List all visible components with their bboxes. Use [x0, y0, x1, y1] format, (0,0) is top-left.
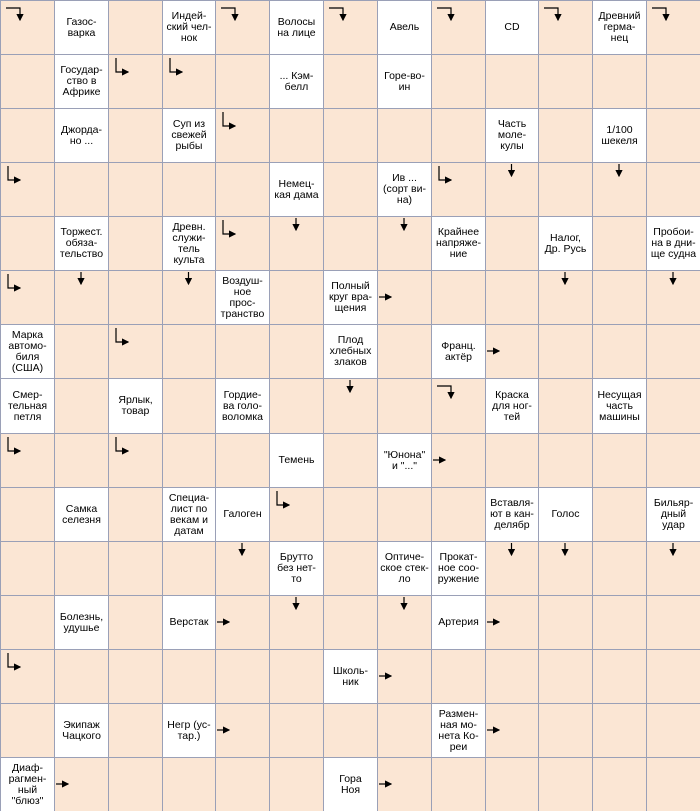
answer-cell[interactable] [270, 704, 323, 757]
clue-cell: Болезнь, удушье [55, 596, 108, 649]
answer-cell[interactable] [216, 704, 269, 757]
answer-cell[interactable] [216, 434, 269, 487]
answer-cell[interactable] [647, 379, 700, 433]
answer-cell[interactable] [270, 650, 323, 703]
answer-cell[interactable] [1, 163, 54, 216]
answer-cell[interactable] [486, 434, 538, 487]
answer-cell[interactable] [647, 163, 700, 216]
answer-cell[interactable] [647, 271, 700, 324]
answer-cell[interactable] [55, 163, 108, 216]
answer-cell[interactable] [324, 217, 377, 270]
clue-cell: Оптиче- ское стек- ло [378, 542, 431, 595]
answer-cell[interactable] [378, 271, 431, 324]
answer-cell[interactable] [109, 542, 162, 595]
clue-cell: Краска для ног- тей [486, 379, 538, 433]
answer-cell[interactable] [539, 163, 592, 216]
clue-cell: Пробои- на в дни- ще судна [647, 217, 700, 270]
clue-cell: Авель [378, 1, 431, 54]
answer-cell[interactable] [163, 379, 215, 433]
answer-cell[interactable] [109, 704, 162, 757]
clue-cell: Плод хлебных злаков [324, 325, 377, 378]
answer-cell[interactable] [1, 434, 54, 487]
answer-cell[interactable] [216, 650, 269, 703]
answer-cell[interactable] [378, 325, 431, 378]
answer-cell[interactable] [486, 758, 538, 811]
answer-cell[interactable] [539, 596, 592, 649]
answer-cell[interactable] [324, 434, 377, 487]
clue-cell: 1/100 шекеля [593, 109, 646, 162]
answer-cell[interactable] [324, 163, 377, 216]
clue-cell: Размен- ная мо- нета Ко- реи [432, 704, 485, 757]
answer-cell[interactable] [647, 704, 700, 757]
answer-cell[interactable] [378, 217, 431, 270]
clue-cell: Экипаж Чацкого [55, 704, 108, 757]
clue-cell: Смер- тельная петля [1, 379, 54, 433]
answer-cell[interactable] [486, 163, 538, 216]
answer-cell[interactable] [593, 704, 646, 757]
answer-cell[interactable] [324, 1, 377, 54]
clue-cell: Ив ... (сорт ви- на) [378, 163, 431, 216]
answer-cell[interactable] [55, 325, 108, 378]
answer-cell[interactable] [539, 704, 592, 757]
answer-cell[interactable] [55, 758, 108, 811]
answer-cell[interactable] [647, 650, 700, 703]
answer-cell[interactable] [647, 1, 700, 54]
clue-cell: Немец- кая дама [270, 163, 323, 216]
answer-cell[interactable] [539, 379, 592, 433]
clue-cell: Налог, Др. Русь [539, 217, 592, 270]
clue-cell: Ярлык, товар [109, 379, 162, 433]
answer-cell[interactable] [1, 271, 54, 324]
answer-cell[interactable] [216, 217, 269, 270]
answer-cell[interactable] [432, 55, 485, 108]
answer-cell[interactable] [109, 109, 162, 162]
clue-cell: Торжест. обяза- тельство [55, 217, 108, 270]
clue-cell: Темень [270, 434, 323, 487]
answer-cell[interactable] [432, 271, 485, 324]
answer-cell[interactable] [593, 542, 646, 595]
answer-cell[interactable] [109, 163, 162, 216]
answer-cell[interactable] [1, 1, 54, 54]
clue-cell: Негр (ус- тар.) [163, 704, 215, 757]
clue-cell: Верстак [163, 596, 215, 649]
answer-cell[interactable] [270, 325, 323, 378]
answer-cell[interactable] [432, 434, 485, 487]
answer-cell[interactable] [55, 434, 108, 487]
answer-cell[interactable] [647, 325, 700, 378]
answer-cell[interactable] [647, 596, 700, 649]
answer-cell[interactable] [647, 55, 700, 108]
answer-cell[interactable] [593, 55, 646, 108]
answer-cell[interactable] [593, 325, 646, 378]
clue-cell: Древний герма- нец [593, 1, 646, 54]
clue-cell: Марка автомо- биля (США) [1, 325, 54, 378]
answer-cell[interactable] [55, 271, 108, 324]
clue-cell: "Юнона" и "..." [378, 434, 431, 487]
answer-cell[interactable] [324, 704, 377, 757]
clue-cell: Индей- ский чел- нок [163, 1, 215, 54]
answer-cell[interactable] [593, 434, 646, 487]
answer-cell[interactable] [216, 163, 269, 216]
clue-cell: Диаф- рагмен- ный "блюз" [1, 758, 54, 811]
clue-cell: Древн. служи- тель культа [163, 217, 215, 270]
answer-cell[interactable] [1, 488, 54, 541]
answer-cell[interactable] [270, 488, 323, 541]
clue-cell: Государ- ство в Африке [55, 55, 108, 108]
answer-cell[interactable] [109, 1, 162, 54]
answer-cell[interactable] [647, 758, 700, 811]
clue-cell: Специа- лист по векам и датам [163, 488, 215, 541]
answer-cell[interactable] [378, 109, 431, 162]
answer-cell[interactable] [539, 55, 592, 108]
clue-cell: Прокат- ное соо- ружение [432, 542, 485, 595]
answer-cell[interactable] [486, 217, 538, 270]
answer-cell[interactable] [163, 542, 215, 595]
answer-cell[interactable] [324, 109, 377, 162]
answer-cell[interactable] [1, 650, 54, 703]
answer-cell[interactable] [216, 596, 269, 649]
answer-cell[interactable] [539, 109, 592, 162]
answer-cell[interactable] [163, 650, 215, 703]
clue-cell: Часть моле- кулы [486, 109, 538, 162]
answer-cell[interactable] [378, 758, 431, 811]
answer-cell[interactable] [1, 55, 54, 108]
clue-cell: Бильяр- дный удар [647, 488, 700, 541]
answer-cell[interactable] [270, 379, 323, 433]
answer-cell[interactable] [324, 542, 377, 595]
answer-cell[interactable] [109, 434, 162, 487]
answer-cell[interactable] [432, 758, 485, 811]
answer-cell[interactable] [109, 217, 162, 270]
answer-cell[interactable] [486, 596, 538, 649]
answer-cell[interactable] [1, 596, 54, 649]
answer-cell[interactable] [163, 163, 215, 216]
answer-cell[interactable] [109, 650, 162, 703]
answer-cell[interactable] [1, 109, 54, 162]
answer-cell[interactable] [432, 1, 485, 54]
clue-cell: Воздуш- ное прос- транство [216, 271, 269, 324]
clue-cell: Горе-во- ин [378, 55, 431, 108]
clue-cell: Голос [539, 488, 592, 541]
clue-cell: Франц. актёр [432, 325, 485, 378]
clue-cell: Волосы на лице [270, 1, 323, 54]
clue-cell: Брутто без нет- то [270, 542, 323, 595]
answer-cell[interactable] [1, 217, 54, 270]
clue-cell: Полный круг вра- щения [324, 271, 377, 324]
answer-cell[interactable] [432, 488, 485, 541]
answer-cell[interactable] [539, 325, 592, 378]
answer-cell[interactable] [647, 109, 700, 162]
answer-cell[interactable] [432, 109, 485, 162]
answer-cell[interactable] [216, 1, 269, 54]
answer-cell[interactable] [55, 542, 108, 595]
answer-cell[interactable] [324, 488, 377, 541]
answer-cell[interactable] [270, 758, 323, 811]
answer-cell[interactable] [432, 650, 485, 703]
answer-cell[interactable] [378, 596, 431, 649]
clue-cell: ... Кэм- белл [270, 55, 323, 108]
clue-cell: Вставля- ют в кан- делябр [486, 488, 538, 541]
answer-cell[interactable] [216, 325, 269, 378]
answer-cell[interactable] [109, 758, 162, 811]
answer-cell[interactable] [270, 596, 323, 649]
answer-cell[interactable] [216, 542, 269, 595]
answer-cell[interactable] [593, 596, 646, 649]
answer-cell[interactable] [55, 379, 108, 433]
answer-cell[interactable] [593, 650, 646, 703]
answer-cell[interactable] [486, 55, 538, 108]
answer-cell[interactable] [378, 379, 431, 433]
clue-cell: Самка селезня [55, 488, 108, 541]
answer-cell[interactable] [270, 217, 323, 270]
answer-cell[interactable] [647, 542, 700, 595]
answer-cell[interactable] [593, 271, 646, 324]
answer-cell[interactable] [109, 596, 162, 649]
answer-cell[interactable] [432, 163, 485, 216]
answer-cell[interactable] [163, 271, 215, 324]
answer-cell[interactable] [163, 758, 215, 811]
answer-cell[interactable] [324, 55, 377, 108]
answer-cell[interactable] [109, 55, 162, 108]
clue-cell: Гордие- ва голо- воломка [216, 379, 269, 433]
answer-cell[interactable] [432, 379, 485, 433]
answer-cell[interactable] [593, 488, 646, 541]
answer-cell[interactable] [163, 434, 215, 487]
answer-cell[interactable] [593, 758, 646, 811]
clue-cell: Джорда- но ... [55, 109, 108, 162]
answer-cell[interactable] [216, 55, 269, 108]
answer-cell[interactable] [539, 542, 592, 595]
answer-cell[interactable] [163, 55, 215, 108]
answer-cell[interactable] [1, 542, 54, 595]
answer-cell[interactable] [270, 109, 323, 162]
answer-cell[interactable] [109, 271, 162, 324]
answer-cell[interactable] [486, 704, 538, 757]
answer-cell[interactable] [163, 325, 215, 378]
answer-cell[interactable] [109, 325, 162, 378]
answer-cell[interactable] [1, 704, 54, 757]
answer-cell[interactable] [324, 596, 377, 649]
answer-cell[interactable] [109, 488, 162, 541]
answer-cell[interactable] [378, 650, 431, 703]
clue-cell: Несущая часть машины [593, 379, 646, 433]
answer-cell[interactable] [539, 758, 592, 811]
answer-cell[interactable] [486, 650, 538, 703]
answer-cell[interactable] [539, 434, 592, 487]
answer-cell[interactable] [324, 379, 377, 433]
answer-cell[interactable] [593, 217, 646, 270]
clue-cell: Газос- варка [55, 1, 108, 54]
clue-cell: Суп из свежей рыбы [163, 109, 215, 162]
answer-cell[interactable] [216, 758, 269, 811]
answer-cell[interactable] [539, 271, 592, 324]
answer-cell[interactable] [486, 542, 538, 595]
clue-cell: Школь- ник [324, 650, 377, 703]
clue-cell: Артерия [432, 596, 485, 649]
answer-cell[interactable] [539, 650, 592, 703]
answer-cell[interactable] [647, 434, 700, 487]
answer-cell[interactable] [270, 271, 323, 324]
answer-cell[interactable] [216, 109, 269, 162]
answer-cell[interactable] [486, 271, 538, 324]
clue-cell: Гора Ноя [324, 758, 377, 811]
clue-cell: CD [486, 1, 538, 54]
answer-cell[interactable] [539, 1, 592, 54]
clue-cell: Крайнее напряже- ние [432, 217, 485, 270]
answer-cell[interactable] [378, 704, 431, 757]
clue-cell: Галоген [216, 488, 269, 541]
answer-cell[interactable] [486, 325, 538, 378]
answer-cell[interactable] [378, 488, 431, 541]
answer-cell[interactable] [55, 650, 108, 703]
answer-cell[interactable] [593, 163, 646, 216]
